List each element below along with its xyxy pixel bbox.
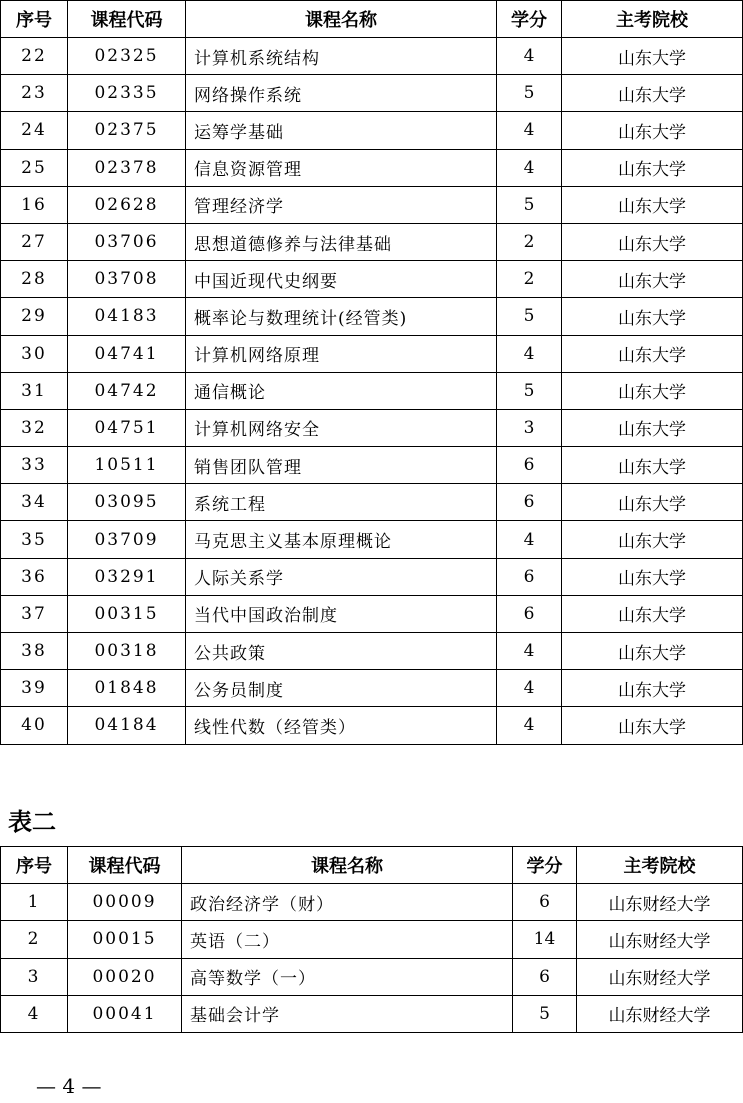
- cell-course-name: 信息资源管理: [186, 149, 497, 186]
- cell-course-code: 04741: [68, 335, 186, 372]
- cell-course-name: 基础会计学: [182, 995, 513, 1032]
- cell-course-name: 销售团队管理: [186, 447, 497, 484]
- cell-credits: 6: [513, 884, 577, 921]
- cell-credits: 4: [497, 707, 562, 744]
- cell-institution: 山东大学: [562, 261, 743, 298]
- cell-serial: 27: [1, 223, 68, 260]
- column-header-course-code: 课程代码: [68, 1, 186, 38]
- cell-institution: 山东大学: [562, 521, 743, 558]
- cell-institution: 山东大学: [562, 558, 743, 595]
- course-table-2: [0, 846, 743, 1033]
- table-row: [1, 261, 743, 298]
- table-row: [1, 921, 743, 958]
- cell-serial: 24: [1, 112, 68, 149]
- cell-course-name: 通信概论: [186, 372, 497, 409]
- cell-serial: 3: [1, 958, 68, 995]
- cell-serial: 34: [1, 484, 68, 521]
- cell-institution: 山东大学: [562, 409, 743, 446]
- table-row: [1, 335, 743, 372]
- column-header-serial: 序号: [1, 1, 68, 38]
- table-row: [1, 447, 743, 484]
- table-row: [1, 186, 743, 223]
- cell-course-code: 00020: [68, 958, 182, 995]
- table-row: [1, 670, 743, 707]
- cell-institution: 山东大学: [562, 595, 743, 632]
- cell-credits: 4: [497, 335, 562, 372]
- cell-serial: 16: [1, 186, 68, 223]
- cell-course-code: 02378: [68, 149, 186, 186]
- table-row: [1, 372, 743, 409]
- cell-course-name: 概率论与数理统计(经管类): [186, 298, 497, 335]
- table-row: [1, 521, 743, 558]
- column-header-credits: 学分: [497, 1, 562, 38]
- cell-credits: 6: [497, 484, 562, 521]
- cell-institution: 山东大学: [562, 447, 743, 484]
- cell-course-name: 人际关系学: [186, 558, 497, 595]
- cell-serial: 29: [1, 298, 68, 335]
- cell-course-code: 00318: [68, 633, 186, 670]
- cell-course-code: 02335: [68, 75, 186, 112]
- cell-institution: 山东大学: [562, 633, 743, 670]
- cell-course-name: 网络操作系统: [186, 75, 497, 112]
- cell-serial: 38: [1, 633, 68, 670]
- cell-institution: 山东财经大学: [577, 921, 743, 958]
- cell-institution: 山东大学: [562, 38, 743, 75]
- cell-serial: 23: [1, 75, 68, 112]
- table-row: [1, 707, 743, 744]
- cell-institution: 山东财经大学: [577, 958, 743, 995]
- cell-serial: 32: [1, 409, 68, 446]
- cell-serial: 33: [1, 447, 68, 484]
- table-header-row: [1, 1, 743, 38]
- cell-institution: 山东大学: [562, 484, 743, 521]
- cell-course-code: 03709: [68, 521, 186, 558]
- cell-institution: 山东大学: [562, 112, 743, 149]
- cell-institution: 山东大学: [562, 670, 743, 707]
- cell-institution: 山东大学: [562, 298, 743, 335]
- table-row: [1, 223, 743, 260]
- cell-credits: 5: [497, 186, 562, 223]
- cell-institution: 山东财经大学: [577, 995, 743, 1032]
- table-row: [1, 995, 743, 1032]
- cell-course-name: 计算机网络原理: [186, 335, 497, 372]
- cell-course-name: 思想道德修养与法律基础: [186, 223, 497, 260]
- cell-credits: 14: [513, 921, 577, 958]
- cell-course-code: 00041: [68, 995, 182, 1032]
- cell-course-name: 马克思主义基本原理概论: [186, 521, 497, 558]
- table-row: [1, 595, 743, 632]
- cell-course-name: 高等数学（一）: [182, 958, 513, 995]
- cell-serial: 1: [1, 884, 68, 921]
- page-number: — 4 —: [36, 1074, 102, 1098]
- cell-course-name: 公务员制度: [186, 670, 497, 707]
- cell-serial: 25: [1, 149, 68, 186]
- cell-serial: 4: [1, 995, 68, 1032]
- cell-credits: 4: [497, 670, 562, 707]
- cell-course-name: 中国近现代史纲要: [186, 261, 497, 298]
- cell-course-name: 线性代数（经管类）: [186, 707, 497, 744]
- cell-credits: 2: [497, 261, 562, 298]
- cell-institution: 山东大学: [562, 186, 743, 223]
- table-row: [1, 484, 743, 521]
- cell-serial: 31: [1, 372, 68, 409]
- cell-course-code: 00015: [68, 921, 182, 958]
- cell-institution: 山东财经大学: [577, 884, 743, 921]
- cell-course-code: 03706: [68, 223, 186, 260]
- cell-credits: 4: [497, 633, 562, 670]
- cell-institution: 山东大学: [562, 707, 743, 744]
- cell-serial: 28: [1, 261, 68, 298]
- cell-course-name: 运筹学基础: [186, 112, 497, 149]
- cell-institution: 山东大学: [562, 223, 743, 260]
- cell-institution: 山东大学: [562, 335, 743, 372]
- cell-course-code: 02628: [68, 186, 186, 223]
- column-header-credits: 学分: [513, 847, 577, 884]
- cell-course-code: 03291: [68, 558, 186, 595]
- cell-course-name: 计算机网络安全: [186, 409, 497, 446]
- table-row: [1, 409, 743, 446]
- cell-serial: 40: [1, 707, 68, 744]
- table-row: [1, 75, 743, 112]
- cell-course-name: 当代中国政治制度: [186, 595, 497, 632]
- cell-institution: 山东大学: [562, 75, 743, 112]
- cell-course-name: 政治经济学（财）: [182, 884, 513, 921]
- cell-course-name: 管理经济学: [186, 186, 497, 223]
- column-header-course-code: 课程代码: [68, 847, 182, 884]
- cell-course-name: 英语（二）: [182, 921, 513, 958]
- cell-course-code: 10511: [68, 447, 186, 484]
- cell-credits: 5: [497, 298, 562, 335]
- cell-course-name: 系统工程: [186, 484, 497, 521]
- cell-course-code: 02325: [68, 38, 186, 75]
- cell-credits: 3: [497, 409, 562, 446]
- cell-credits: 6: [497, 447, 562, 484]
- cell-course-code: 04183: [68, 298, 186, 335]
- cell-serial: 36: [1, 558, 68, 595]
- column-header-institution: 主考院校: [562, 1, 743, 38]
- cell-credits: 5: [497, 75, 562, 112]
- cell-credits: 4: [497, 149, 562, 186]
- column-header-institution: 主考院校: [577, 847, 743, 884]
- table-row: [1, 149, 743, 186]
- table-row: [1, 958, 743, 995]
- cell-serial: 30: [1, 335, 68, 372]
- cell-credits: 4: [497, 38, 562, 75]
- table-row: [1, 38, 743, 75]
- cell-serial: 22: [1, 38, 68, 75]
- table-header-row: [1, 847, 743, 884]
- column-header-course-name: 课程名称: [186, 1, 497, 38]
- cell-course-code: 02375: [68, 112, 186, 149]
- section-title: 表二: [8, 807, 56, 836]
- cell-credits: 6: [513, 958, 577, 995]
- cell-course-name: 计算机系统结构: [186, 38, 497, 75]
- cell-institution: 山东大学: [562, 372, 743, 409]
- cell-course-code: 00009: [68, 884, 182, 921]
- cell-course-name: 公共政策: [186, 633, 497, 670]
- cell-course-code: 03708: [68, 261, 186, 298]
- column-header-course-name: 课程名称: [182, 847, 513, 884]
- cell-course-code: 00315: [68, 595, 186, 632]
- cell-credits: 5: [513, 995, 577, 1032]
- table-row: [1, 558, 743, 595]
- cell-credits: 4: [497, 112, 562, 149]
- table-row: [1, 633, 743, 670]
- cell-credits: 2: [497, 223, 562, 260]
- table-row: [1, 298, 743, 335]
- cell-credits: 6: [497, 595, 562, 632]
- column-header-serial: 序号: [1, 847, 68, 884]
- cell-course-code: 03095: [68, 484, 186, 521]
- table-row: [1, 884, 743, 921]
- cell-credits: 6: [497, 558, 562, 595]
- cell-course-code: 04751: [68, 409, 186, 446]
- cell-institution: 山东大学: [562, 149, 743, 186]
- cell-serial: 35: [1, 521, 68, 558]
- cell-course-code: 04742: [68, 372, 186, 409]
- cell-serial: 39: [1, 670, 68, 707]
- cell-credits: 4: [497, 521, 562, 558]
- cell-course-code: 04184: [68, 707, 186, 744]
- cell-serial: 37: [1, 595, 68, 632]
- cell-credits: 5: [497, 372, 562, 409]
- table-row: [1, 112, 743, 149]
- cell-course-code: 01848: [68, 670, 186, 707]
- cell-serial: 2: [1, 921, 68, 958]
